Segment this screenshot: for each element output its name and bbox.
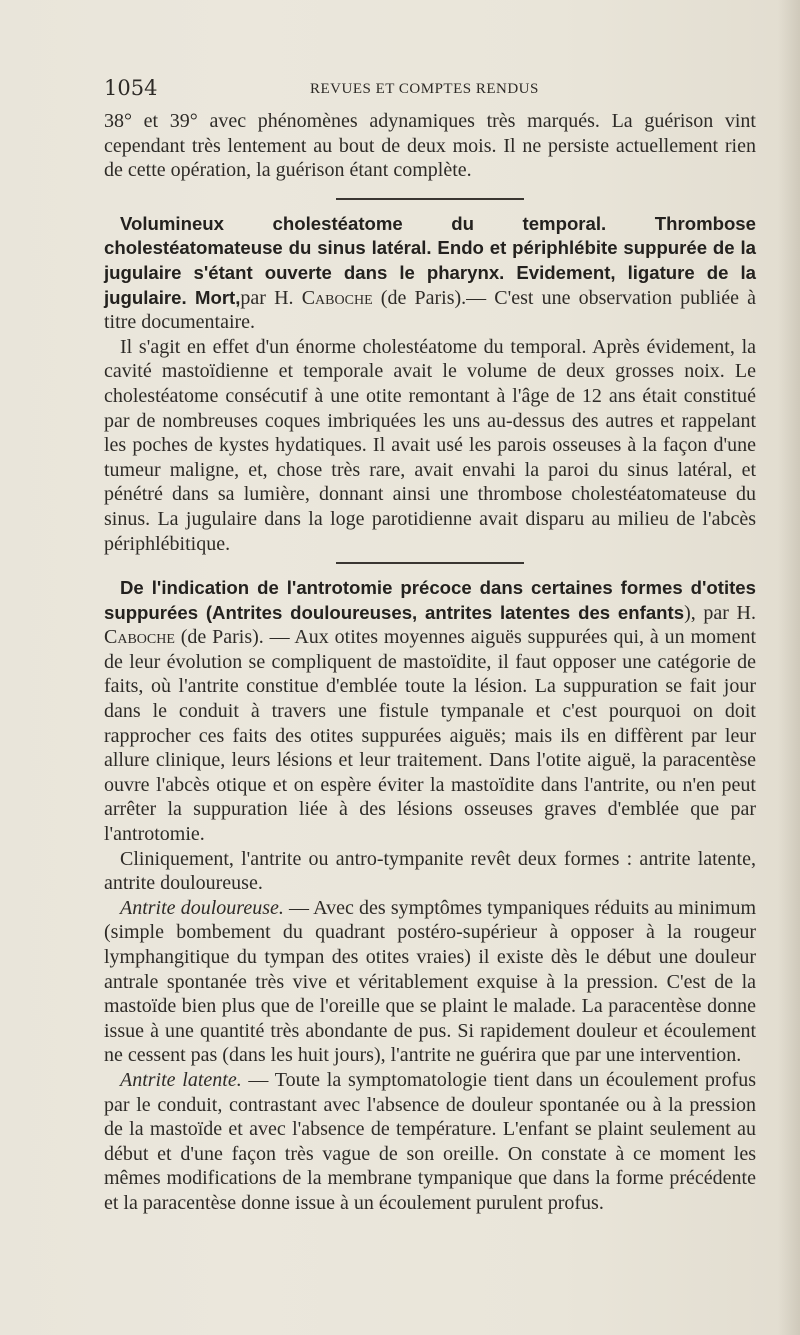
article2-para2-text: Cliniquement, l'antrite ou antro-tympanite revêt deux formes : antrite latente, antrite douloureuse. bbox=[104, 847, 756, 895]
article2-para3 bbox=[104, 896, 756, 1068]
intro-paragraph bbox=[104, 109, 756, 183]
intro-text: 38° et 39° avec phénomènes adynamiques très marqués. La guérison vint cependant très lentement au bout de deux mois. Il ne persiste actuellement rien de cette opération, la guérison étant complète. bbox=[104, 110, 756, 182]
section-divider-1 bbox=[336, 198, 524, 200]
article1-body-text: Il s'agit en effet d'un énorme cholestéatome du temporal. Après évidement, la cavité mastoïdienne et temporale avait le volume de deux grosses noix. Le cholestéatome consécutif à une otite remontant à l'âge de 12 ans était constitué par de nombreuses coques imbriquées les uns au-dessus des autres et rappelant les poches de kystes hydatiques. Il avait usé les parois osseuses à la façon d'une tumeur maligne, et, chose très rare, avait envahi la paroi du sinus latéral, et pénétré dans sa lumière, donnant ainsi une thrombose cholestéatomateuse du sinus. La jugulaire dans la loge parotidienne avait disparu au milieu de l'abcès périphlébitique. bbox=[104, 335, 756, 555]
article2-para3-text: — Avec des symptômes tympaniques réduits au minimum (simple bombement du quadrant postéro-supérieur à opposer à la rougeur lymphangitique du tympan des otites vraies) il existe dès le début une douleur antrale spontanée très vive et véritablement exquise à la pression. C'est de la mastoïde bien plus que de l'oreille que se plaint le malade. La paracentèse donne issue à une quantité très abondante de pus. Si rapidement douleur et écoulement ne cessent pas (dans les huit jours), l'antrite ne guérira que par une intervention. bbox=[104, 896, 757, 1067]
article1-body bbox=[104, 335, 756, 556]
article2-para4-text: — Toute la symptomatologie tient dans un écoulement profus par le conduit, contrastant avec l'absence de douleur spontanée ou à la pression de la mastoïde et avec l'absence de température. L'enfant se plaint seulement au début et d'une façon très vague de son oreille. On constate à ce moment les mêmes modifications de la membrane tympanique que dans la forme précédente et la paracentèse donne issue à un écoulement purulent profus. bbox=[104, 1068, 756, 1214]
page-content bbox=[104, 70, 756, 1216]
running-head bbox=[104, 70, 756, 110]
page-edge-shadow bbox=[778, 0, 800, 1335]
article2-heading-paragraph bbox=[104, 576, 756, 847]
article1-author: Caboche bbox=[301, 286, 373, 309]
article1-after-author: (de Paris).— C'est une observation publiée à titre documentaire. bbox=[104, 286, 756, 334]
article1-byline-prefix: par H. bbox=[240, 286, 302, 309]
article2-title-a: De l'indication de l'antrotomie précoce dans certaines formes d'otites suppurées ( bbox=[104, 577, 756, 623]
article1-heading-paragraph bbox=[104, 212, 756, 335]
running-title: REVUES ET COMPTES RENDUS bbox=[310, 81, 539, 97]
article2-para3-label: Antrite douloureuse. bbox=[120, 896, 284, 919]
page-number: 1054 bbox=[104, 76, 158, 100]
article1-title: Volumineux cholestéatome du temporal. Thrombose cholestéatomateuse du sinus latéral. Endo et périphlébite suppurée de la jugulaire s'étant ouverte dans le pharynx. Evidement, ligature de la jugulaire. Mort, bbox=[104, 212, 756, 308]
article2-para4-label: Antrite latente. bbox=[120, 1068, 242, 1091]
article2-byline-prefix: ), par H. bbox=[684, 601, 757, 624]
article2-para2 bbox=[104, 847, 756, 896]
article2-para4 bbox=[104, 1068, 756, 1216]
article2-title-b: Antrites douloureuses, antrites latentes des enfants bbox=[212, 601, 685, 623]
article2-after-author: (de Paris). — Aux otites moyennes aiguës suppurées qui, à un moment de leur évolution se compliquent de mastoïdite, il faut opposer une catégorie de faits, où l'antrite constitue d'emblée toute la lésion. La suppuration se fait jour dans le conduit à travers une fistule tympanale et c'est pourquoi on doit rapprocher ces faits des otites suppurées aiguës; mais ils en diffèrent par leur allure clinique, leurs lésions et leur traitement. Dans l'otite aiguë, la paracentèse ouvre l'abcès otique et on espère éviter la mastoïdite dans l'antrite, ou n'en peut arrêter la suppuration liée à des lésions osseuses graves d'emblée que par l'antrotomie. bbox=[104, 626, 756, 846]
article2-author: Caboche bbox=[104, 626, 175, 649]
section-divider-2 bbox=[336, 562, 524, 564]
